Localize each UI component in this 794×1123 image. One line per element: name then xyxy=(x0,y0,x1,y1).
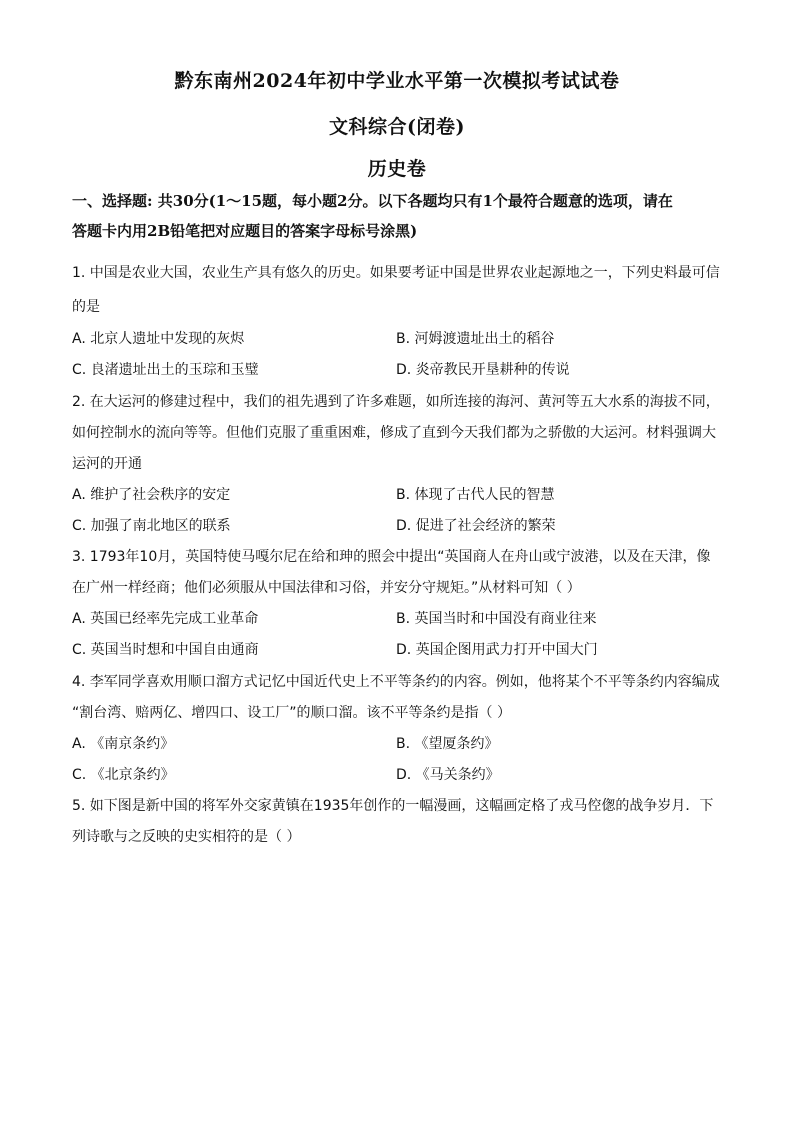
section-instructions-line1: 一、选择题: 共30分(1～15题，每小题2分。以下各题均只有1个最符合题意的选项，请在 xyxy=(72,192,673,210)
exam-title: 黔东南州2024年初中学业水平第一次模拟考试试卷 xyxy=(174,70,620,92)
question-3-option-d: D. 英国企图用武力打开中国大门 xyxy=(396,642,598,658)
question-2-option-b: B. 体现了古代人民的智慧 xyxy=(396,487,555,503)
question-1-option-b: B. 河姆渡遗址出土的稻谷 xyxy=(396,331,555,347)
question-2-line-3: 运河的开通 xyxy=(72,456,142,472)
question-1-option-d: D. 炎帝教民开垦耕种的传说 xyxy=(396,362,570,378)
question-2-line-2: 如何控制水的流向等等。但他们克服了重重困难，修成了直到今天我们都为之骄傲的大运河。材料强调大 xyxy=(72,425,716,441)
question-4-option-a: A. 《南京条约》 xyxy=(72,736,175,752)
question-5-line-2: 列诗歌与之反映的史实相符的是（ ） xyxy=(72,829,301,845)
question-2-line-1: 2. 在大运河的修建过程中，我们的祖先遇到了许多难题，如所连接的海河、黄河等五大水系的海拔不同， xyxy=(72,394,720,410)
question-1-option-c: C. 良渚遗址出土的玉琮和玉璧 xyxy=(72,362,259,378)
question-4-option-d: D. 《马关条约》 xyxy=(396,767,500,783)
question-2-option-c: C. 加强了南北地区的联系 xyxy=(72,518,231,534)
question-3-option-b: B. 英国当时和中国没有商业往来 xyxy=(396,611,597,627)
question-3-option-c: C. 英国当时想和中国自由通商 xyxy=(72,642,259,658)
subject-title: 历史卷 xyxy=(367,158,427,180)
question-3-line-2: 在广州一样经商；他们必须服从中国法律和习俗，并安分守规矩。”从材料可知（ ） xyxy=(72,580,581,596)
question-4-option-c: C. 《北京条约》 xyxy=(72,767,175,783)
exam-subtitle: 文科综合(闭卷) xyxy=(329,116,465,138)
question-1-line-2: 的是 xyxy=(72,299,100,315)
question-2-option-a: A. 维护了社会秩序的安定 xyxy=(72,487,231,503)
question-3-option-a: A. 英国已经率先完成工业革命 xyxy=(72,611,259,627)
question-4-option-b: B. 《望厦条约》 xyxy=(396,736,499,752)
question-1-option-a: A. 北京人遗址中发现的灰烬 xyxy=(72,331,245,347)
question-3-line-1: 3. 1793年10月，英国特使马嘎尔尼在给和珅的照会中提出“英国商人在舟山或宁波港，以及在天津，像 xyxy=(72,549,711,565)
question-5-line-1: 5. 如下图是新中国的将军外交家黄镇在1935年创作的一幅漫画，这幅画定格了戎马倥偬的战争岁月．下 xyxy=(72,798,714,814)
question-2-option-d: D. 促进了社会经济的繁荣 xyxy=(396,518,556,534)
question-4-line-2: “割台湾、赔两亿、增四口、设工厂”的顺口溜。该不平等条约是指（ ） xyxy=(72,705,511,721)
section-instructions-line2: 答题卡内用2B铅笔把对应题目的答案字母标号涂黑) xyxy=(72,222,418,240)
question-1-line-1: 1. 中国是农业大国，农业生产具有悠久的历史。如果要考证中国是世界农业起源地之一，下列史料最可信 xyxy=(72,265,720,281)
question-4-line-1: 4. 李军同学喜欢用顺口溜方式记忆中国近代史上不平等条约的内容。例如，他将某个不平等条约内容编成 xyxy=(72,674,720,690)
